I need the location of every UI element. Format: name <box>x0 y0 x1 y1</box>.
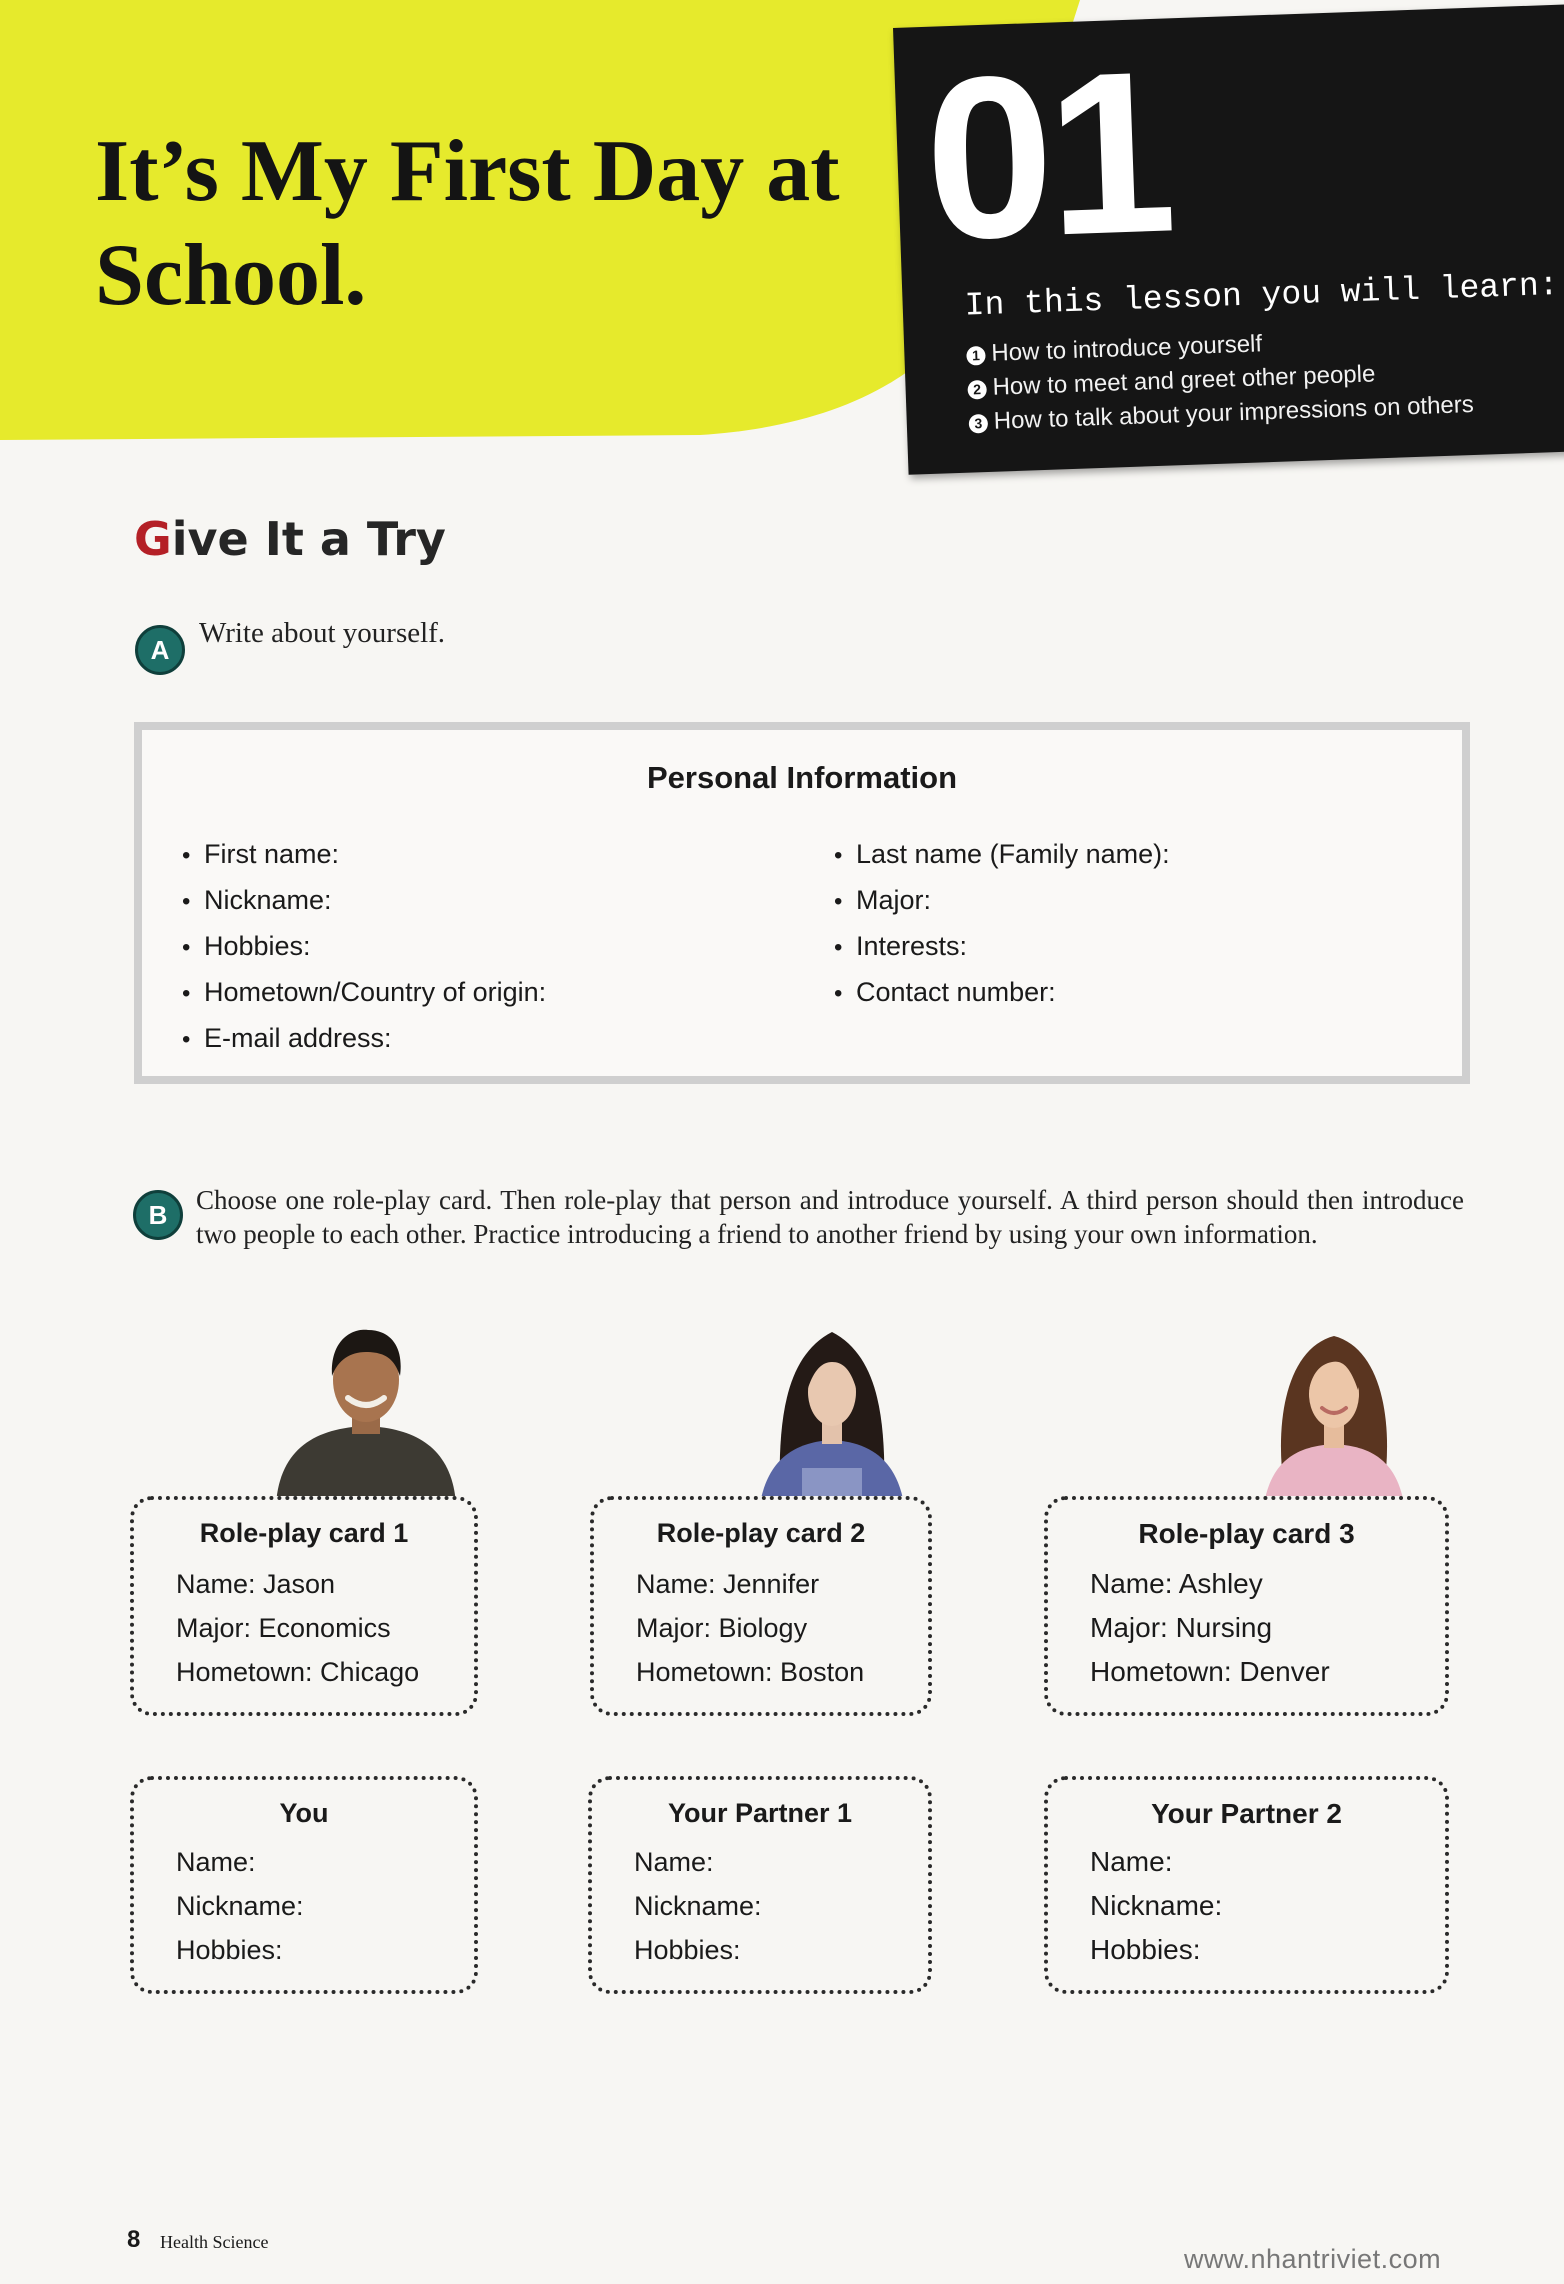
lesson-objectives-panel <box>893 5 1564 475</box>
card-title: Your Partner 2 <box>1151 1798 1342 1829</box>
card-title: Role-play card 2 <box>656 1518 866 1548</box>
activity-b-badge: B <box>133 1190 183 1240</box>
lesson-title-line-2: School. <box>95 227 367 324</box>
watermark-url: www.nhantriviet.com <box>1184 2244 1442 2274</box>
page-number: 8 <box>127 2226 141 2253</box>
section-title <box>134 512 446 566</box>
card-name: Name: Ashley <box>1090 1568 1263 1599</box>
section-title-rest: ive It a Try <box>171 512 446 566</box>
card-hometown: Hometown: Boston <box>636 1657 865 1687</box>
lesson-title-line-1: It’s My First Day at <box>95 123 840 220</box>
card-hobbies: Hobbies: <box>634 1935 741 1965</box>
field-hobbies: • Hobbies: <box>182 924 546 970</box>
field-first-name: • First name: <box>182 832 546 878</box>
card-title: Your Partner 1 <box>667 1798 853 1828</box>
card-lines <box>636 1562 864 1694</box>
you-card <box>130 1776 478 1994</box>
lesson-number: 01 <box>921 22 1174 288</box>
field-nickname: • Nickname: <box>182 878 546 924</box>
card-hobbies: Hobbies: <box>1090 1934 1201 1965</box>
card-name: Name: Jason <box>176 1569 336 1599</box>
book-title: Health Science <box>160 2232 269 2252</box>
number-bullet-icon: 3 <box>969 414 989 434</box>
field-email: • E-mail address: <box>182 1016 546 1062</box>
section-title-initial: G <box>134 512 172 566</box>
activity-a-badge: A <box>135 625 185 675</box>
partner-2-card <box>1044 1776 1449 1994</box>
portrait-jennifer-photo <box>752 1318 912 1504</box>
learn-item-text: How to introduce yourself <box>990 330 1263 367</box>
card-major: Major: Biology <box>636 1613 808 1643</box>
learn-item-text: How to talk about your impressions on others <box>993 390 1475 435</box>
field-last-name: • Last name (Family name): <box>834 832 1170 878</box>
learn-heading: In this lesson you will learn: <box>964 266 1560 325</box>
lesson-title <box>95 120 855 328</box>
card-lines <box>1090 1840 1222 1972</box>
card-hometown: Hometown: Denver <box>1090 1656 1330 1687</box>
personal-info-right-list <box>834 832 1170 1016</box>
learn-item-text: How to meet and greet other people <box>992 360 1376 401</box>
card-hometown: Hometown: Chicago <box>176 1657 420 1687</box>
personal-info-left-list <box>182 832 546 1062</box>
field-hometown: • Hometown/Country of origin: <box>182 970 546 1016</box>
learn-list <box>966 320 1474 440</box>
card-name: Name: <box>634 1847 714 1877</box>
card-major: Major: Nursing <box>1090 1612 1273 1643</box>
card-hobbies: Hobbies: <box>176 1935 283 1965</box>
number-bullet-icon: 2 <box>967 380 987 400</box>
field-contact-number: • Contact number: <box>834 970 1170 1016</box>
card-nickname: Nickname: <box>176 1891 304 1921</box>
role-play-card-3 <box>1044 1496 1449 1716</box>
card-lines <box>176 1840 304 1972</box>
card-title: You <box>279 1798 329 1828</box>
field-major: • Major: <box>834 878 1170 924</box>
card-name: Name: Jennifer <box>636 1569 820 1599</box>
number-bullet-icon: 1 <box>966 346 986 366</box>
portrait-ashley-photo <box>1254 1318 1414 1504</box>
personal-info-box <box>134 722 1470 1084</box>
role-play-card-1 <box>130 1496 478 1716</box>
card-name: Name: <box>176 1847 256 1877</box>
card-lines <box>1090 1562 1330 1694</box>
card-title: Role-play card 1 <box>199 1518 409 1548</box>
activity-b-instruction: Choose one role-play card. Then role-play that person and introduce yourself. A third person should then introduce two people to each other. Practice introducing a friend to another friend by using your own information. <box>196 1185 1464 1249</box>
card-nickname: Nickname: <box>1090 1890 1223 1921</box>
role-play-card-2 <box>590 1496 932 1716</box>
card-lines <box>634 1840 762 1972</box>
partner-1-card <box>588 1776 932 1994</box>
card-title: Role-play card 3 <box>1138 1518 1355 1549</box>
card-major: Major: Economics <box>176 1613 391 1643</box>
field-interests: • Interests: <box>834 924 1170 970</box>
card-lines <box>176 1562 419 1694</box>
activity-a-instruction: Write about yourself. <box>199 617 446 649</box>
portrait-jason-photo <box>266 1318 466 1504</box>
personal-info-title: Personal Information <box>646 760 958 795</box>
card-name: Name: <box>1090 1846 1173 1877</box>
card-nickname: Nickname: <box>634 1891 762 1921</box>
